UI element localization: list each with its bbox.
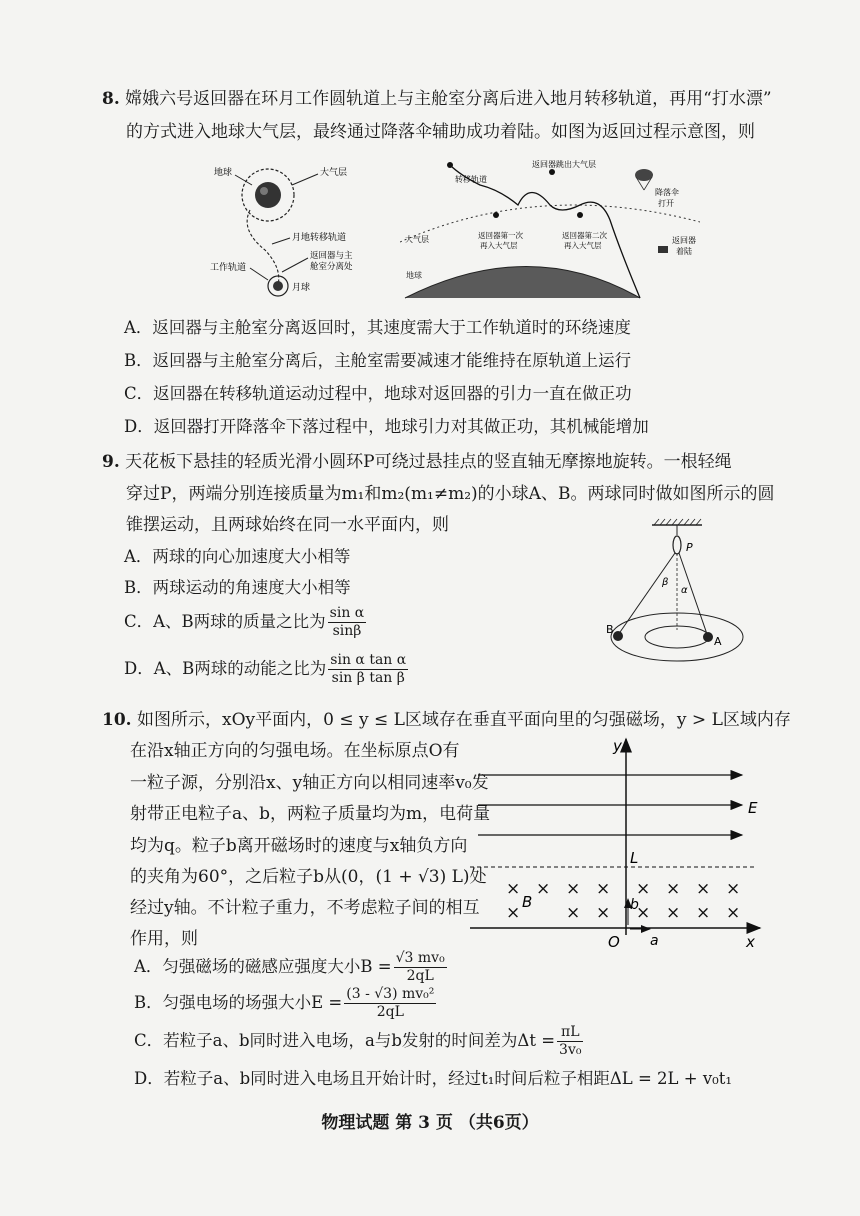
svg-text:转移轨道: 转移轨道 [455,175,487,184]
capsule-icon [658,246,668,253]
svg-text:P: P [686,541,693,554]
q8-option-a: A．返回器与主舱室分离返回时，其速度需大于工作轨道时的环绕速度 [124,318,631,337]
svg-text:×: × [636,879,651,899]
svg-text:A: A [714,635,722,648]
svg-text:×: × [636,903,651,923]
svg-text:×: × [726,903,741,923]
q10-option-b: B．匀强电场的场强大小E = $\frac{\text{(3 - √3) mv₀²}}{2qL}$ [134,986,435,1020]
svg-text:x: x [746,933,755,951]
q10-option-d: D．若粒子a、b同时进入电场且开始计时，经过t₁时间后粒子相距ΔL = 2L + v₀t₁ [134,1069,733,1088]
q9-stem-line3: 锥摆运动，且两球始终在同一水平面内，则 [126,515,449,535]
svg-text:α: α [681,585,688,596]
fig-work-orbit-label: 工作轨道 [210,263,247,273]
page-footer: 物理试题 第 3 页 （共6页） [321,1113,539,1133]
svg-text:×: × [726,879,741,899]
q10-line1: 10. 如图所示，xOy平面内，0 ≤ y ≤ L区域存在垂直平面向里的匀强磁场，y > L区域内存 [102,710,791,730]
svg-text:×: × [596,879,611,899]
q9-option-b: B．两球运动的角速度大小相等 [124,578,351,597]
svg-text:a: a [650,933,659,949]
q9-number: 9. [102,452,120,472]
svg-text:y: y [613,737,622,755]
svg-text:×: × [696,879,711,899]
svg-text:×: × [506,903,521,923]
q8-number: 8. [102,89,120,109]
earth-icon [255,182,281,208]
q10-figure [470,733,770,955]
q8-option-b: B．返回器与主舱室分离后，主舱室需要减速才能维持在原轨道上运行 [124,351,632,370]
q10-line3: 一粒子源，分别沿x、y轴正方向以相同速率v₀发 [130,773,489,793]
svg-text:大气层: 大气层 [405,235,429,244]
svg-text:着陆: 着陆 [676,247,692,256]
q10-line8: 作用，则 [130,929,198,949]
svg-text:返回器跳出大气层: 返回器跳出大气层 [532,160,596,169]
q10-line5: 均为q。粒子b离开磁场时的速度与x轴负方向 [130,836,468,856]
fig-atmosphere-label: 大气层 [320,168,348,178]
ring-p-icon [673,536,681,554]
q8-option-d: D．返回器打开降落伞下落过程中，地球引力对其做正功，其机械能增加 [124,417,649,436]
svg-text:返回器与主: 返回器与主 [310,251,353,261]
svg-text:返回器: 返回器 [672,236,696,245]
svg-text:舱室分离处: 舱室分离处 [310,262,353,272]
q9-option-a: A．两球的向心加速度大小相等 [124,547,351,566]
svg-text:地球: 地球 [406,271,422,280]
svg-text:返回器第一次: 返回器第一次 [478,231,523,240]
svg-text:O: O [608,933,620,951]
svg-text:B: B [606,623,614,636]
q10-number: 10. [102,710,132,730]
q10-option-c: C．若粒子a、b同时进入电场，a与b发射的时间差为Δt = $\frac{\pi L}{\text{3v₀}}$ [134,1024,582,1058]
magnetic-field-crosses [506,879,740,923]
q8-stem-line1: 8. 嫦娥六号返回器在环月工作圆轨道上与主舱室分离后进入地月转移轨道，再用“打水漂” [102,89,772,109]
fig-earth-label: 地球 [214,168,233,178]
svg-text:×: × [696,903,711,923]
svg-text:×: × [566,903,581,923]
svg-text:×: × [506,879,521,899]
svg-text:b: b [630,897,639,913]
svg-text:打开: 打开 [658,199,674,208]
svg-text:返回器第二次: 返回器第二次 [562,231,607,240]
svg-text:×: × [666,903,681,923]
q8-option-c: C．返回器在转移轨道运动过程中，地球对返回器的引力一直在做正功 [124,384,632,403]
svg-text:×: × [536,879,551,899]
q10-line6: 的夹角为60°，之后粒子b从(0，(1 + √3) L)处 [130,867,487,887]
svg-text:×: × [566,879,581,899]
q9-stem-line2: 穿过P，两端分别连接质量为m₁和m₂(m₁≠m₂)的小球A、B。两球同时做如图所示的圆 [126,484,775,504]
svg-text:β: β [662,577,669,588]
q10-line2: 在沿x轴正方向的匀强电场。在坐标原点O有 [130,741,460,761]
svg-text:×: × [666,879,681,899]
svg-text:降落伞: 降落伞 [655,188,679,197]
q10-option-a: A．匀强磁场的磁感应强度大小B = $\frac{\text{√3 mv₀}}{2qL}$ [134,950,445,984]
q10-line4: 射带正电粒子a、b，两粒子质量均为m，电荷量 [130,804,491,824]
svg-text:B: B [522,893,533,911]
q8-figure-right [400,150,700,300]
svg-text:再入大气层: 再入大气层 [480,241,518,250]
ball-b-icon [613,631,623,641]
ball-a-icon [703,632,713,642]
svg-text:再入大气层: 再入大气层 [564,241,602,250]
q8-stem-line2: 的方式进入地球大气层，最终通过降落伞辅助成功着陆。如图为返回过程示意图，则 [126,122,755,142]
q9-stem-line1: 9. 天花板下悬挂的轻质光滑小圆环P可绕过悬挂点的竖直轴无摩擦地旋转。一根轻绳 [102,452,732,472]
svg-text:×: × [596,903,611,923]
q9-option-d: D．A、B两球的动能之比为 $\frac{\text{sin α tan α}}{\text{sin β tan β}}$ [124,652,407,686]
fig-moon-label: 月球 [292,283,311,293]
q9-figure [590,515,760,695]
fig-transfer-label: 月地转移轨道 [292,233,347,243]
svg-text:E: E [748,799,758,817]
q9-option-c: C．A、B两球的质量之比为 $\frac{\text{sin α}}{\sin\beta}$ [124,605,365,639]
q8-figure-left [200,160,380,300]
svg-text:L: L [630,849,639,867]
q10-line7: 经过y轴。不计粒子重力，不考虑粒子间的相互 [130,898,480,918]
